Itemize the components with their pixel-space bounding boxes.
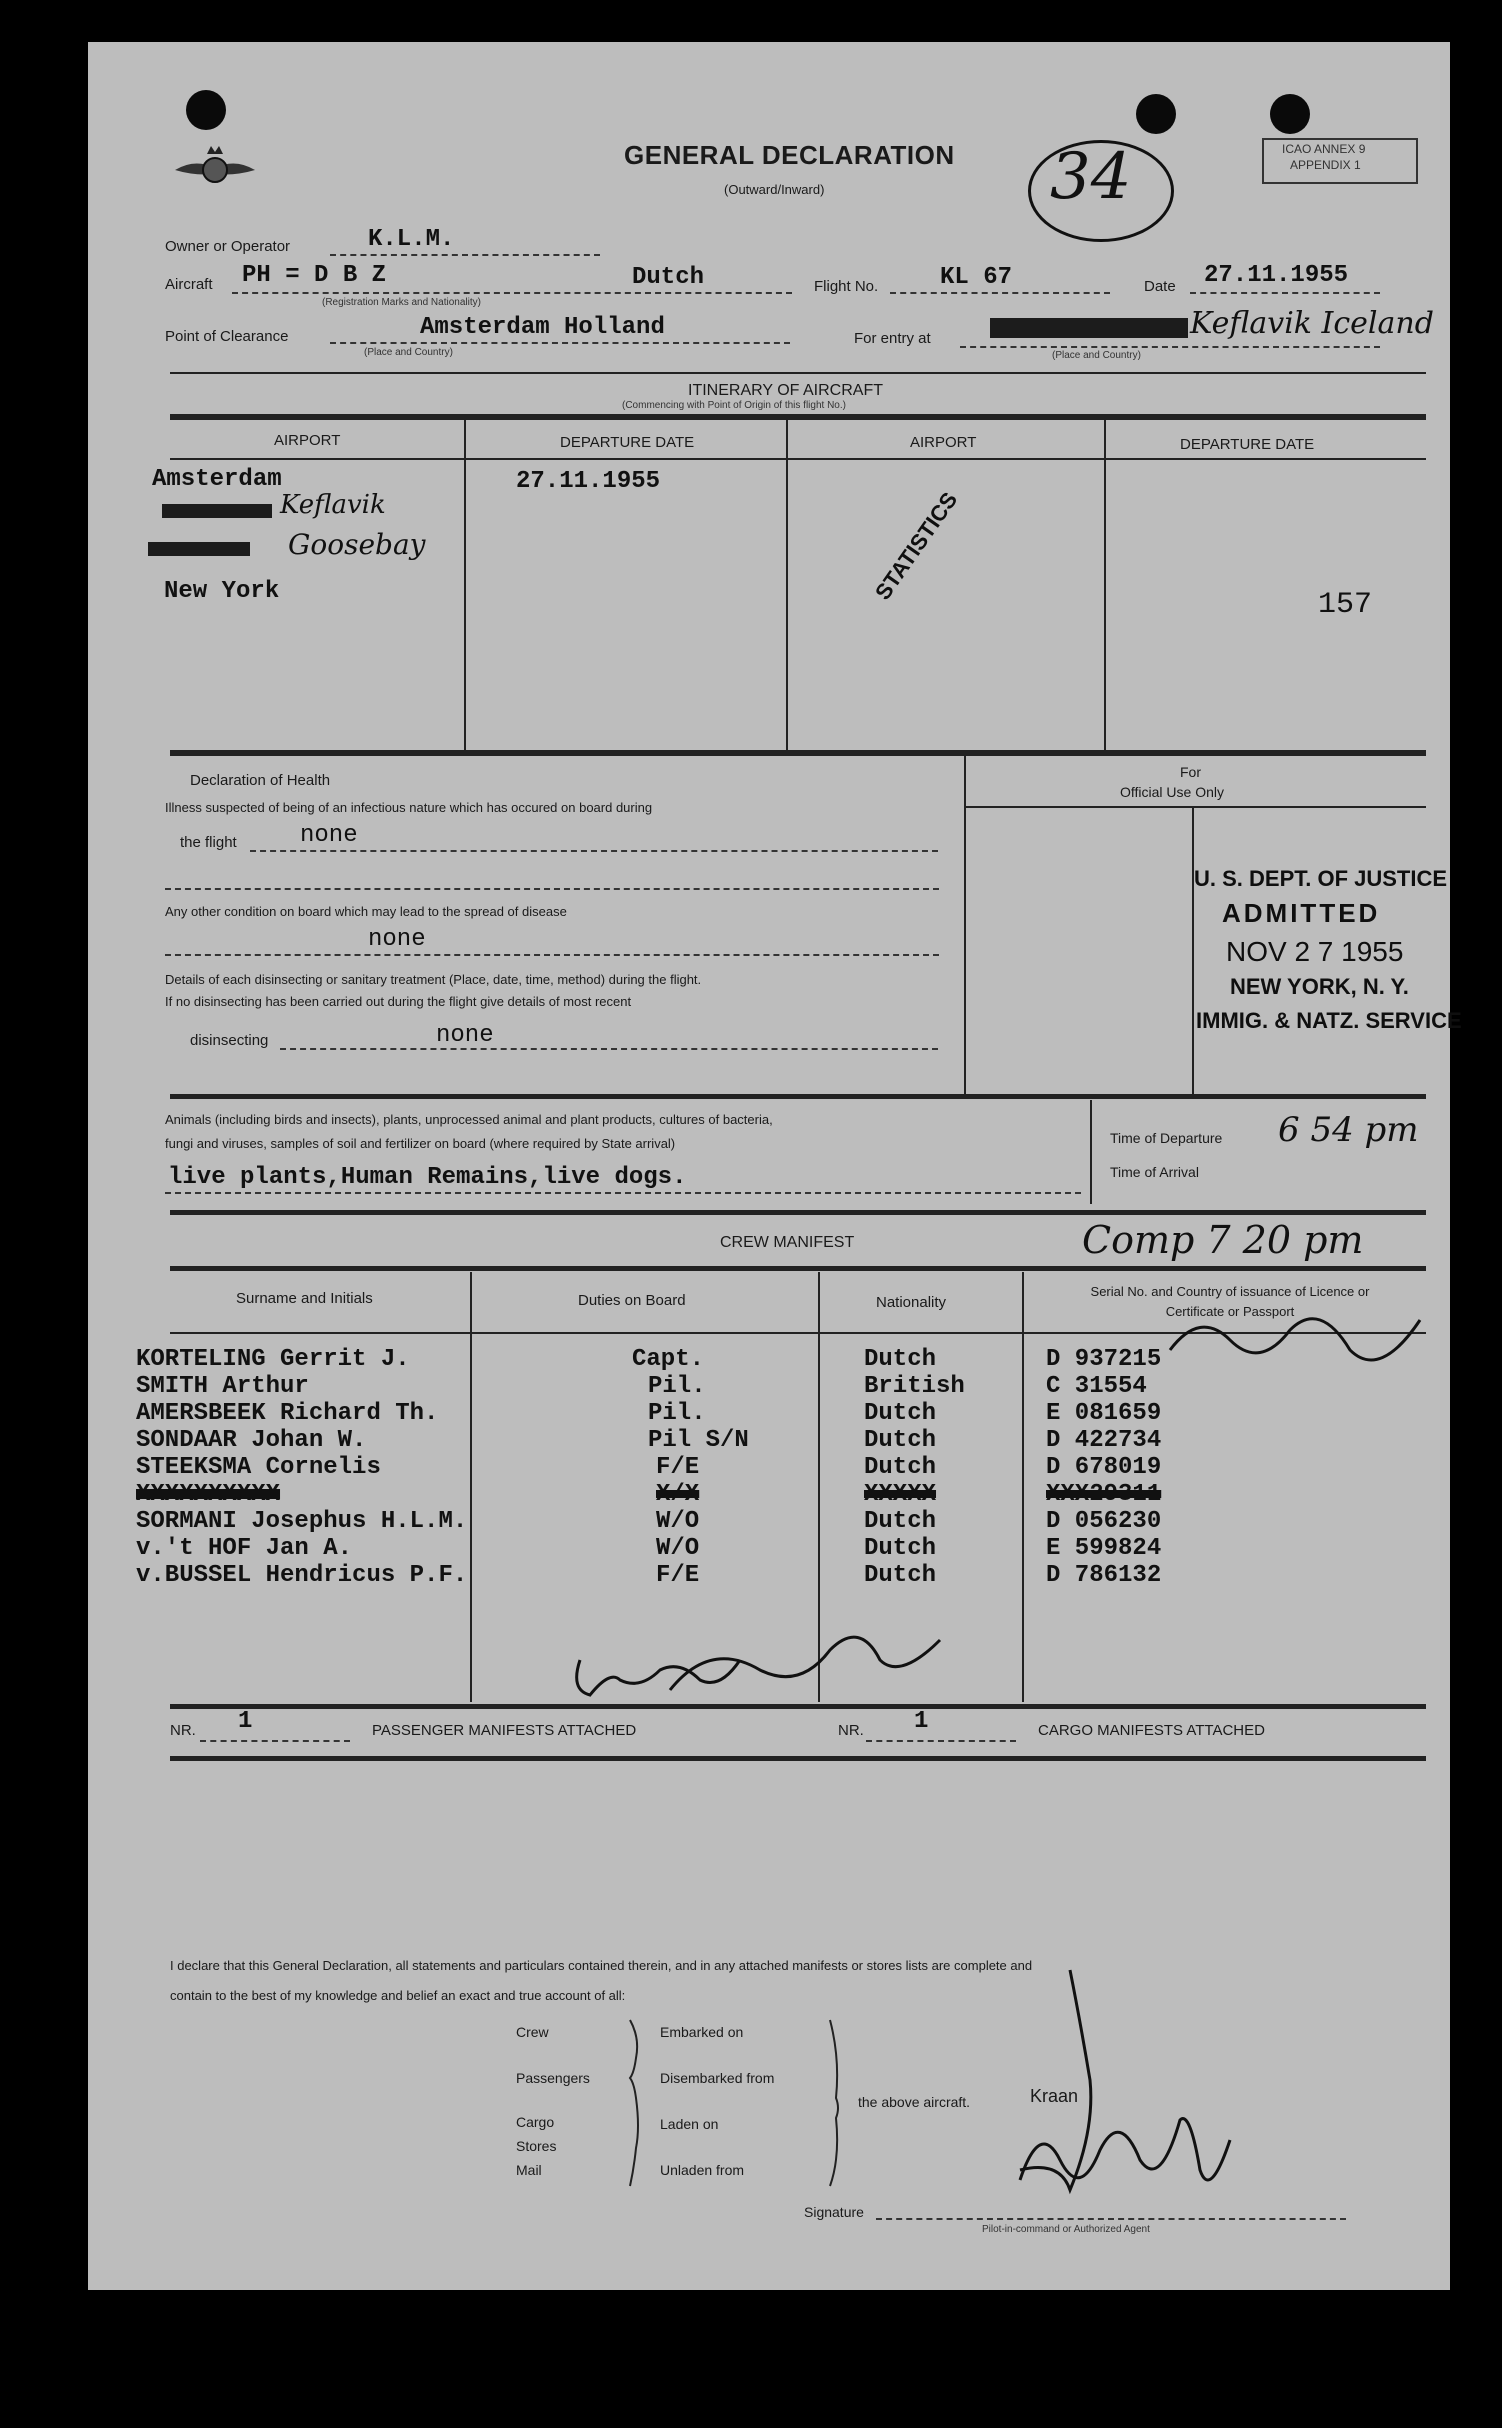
crew-serial: D 056230 xyxy=(1046,1508,1162,1535)
departure-time-label: Time of Departure xyxy=(1110,1130,1223,1146)
crew-name: SONDAAR Johan W. xyxy=(136,1427,367,1454)
divider xyxy=(330,342,790,344)
divider xyxy=(170,1094,1426,1099)
table-row xyxy=(0,1427,1500,1454)
crew-name: AMERSBEEK Richard Th. xyxy=(136,1400,439,1427)
icao-line-1: ICAO ANNEX 9 xyxy=(1282,142,1366,156)
divider xyxy=(960,346,1380,348)
health-title: Declaration of Health xyxy=(190,772,331,789)
owner-label: Owner or Operator xyxy=(165,238,291,255)
declaration-text-2: contain to the best of my knowledge and belief an exact and true account of all: xyxy=(170,1988,626,2003)
page-number: 34 xyxy=(1050,140,1132,214)
statistics-stamp: STATISTICS xyxy=(870,487,963,605)
crew-header-duty: Duties on Board xyxy=(578,1292,686,1309)
crew-serial: C 31554 xyxy=(1046,1373,1147,1400)
crew-duty: F/E xyxy=(656,1454,700,1481)
health-q1: Illness suspected of being of an infectious nature which has occured on board during xyxy=(165,800,653,815)
crew-title: CREW MANIFEST xyxy=(720,1234,855,1251)
crew-header-serial: Serial No. and Country of issuance of Licence or Certificate or Passport xyxy=(1090,1284,1370,1319)
handwritten-signature xyxy=(560,1600,980,1720)
divider xyxy=(170,1756,1426,1761)
admitted-stamp-line-5: IMMIG. & NATZ. SERVICE xyxy=(1196,1008,1462,1033)
redaction-mark xyxy=(990,318,1188,338)
itinerary-airport-4: New York xyxy=(164,578,280,605)
divider xyxy=(170,1704,1426,1709)
page-subtitle: (Outward/Inward) xyxy=(724,182,825,197)
owner-value: K.L.M. xyxy=(368,226,455,253)
entry-value: Keflavik Iceland xyxy=(1190,306,1434,341)
crew-duty: X/X xyxy=(656,1481,700,1508)
crew-duty: Capt. xyxy=(632,1346,705,1373)
declaration-cargo: Cargo xyxy=(516,2114,555,2130)
date-label: Date xyxy=(1144,278,1176,295)
table-row xyxy=(0,1535,1500,1562)
entry-label: For entry at xyxy=(854,330,931,347)
arrival-note: Comp 7 20 pm xyxy=(1082,1218,1364,1262)
health-a3: none xyxy=(436,1022,494,1049)
pilot-signature xyxy=(1000,1960,1260,2220)
itinerary-caption: (Commencing with Point of Origin of this flight No.) xyxy=(622,400,846,411)
divider xyxy=(280,1048,938,1050)
table-row xyxy=(0,1400,1500,1427)
crew-name: v.'t HOF Jan A. xyxy=(136,1535,353,1562)
crew-serial: E 081659 xyxy=(1046,1400,1162,1427)
itinerary-header-departure: DEPARTURE DATE xyxy=(560,434,695,451)
divider xyxy=(165,954,939,956)
aircraft-label: Aircraft xyxy=(165,276,213,293)
crew-nationality: Dutch xyxy=(864,1346,937,1373)
animals-q2: fungi and viruses, samples of soil and fertilizer on board (where required by State arrival) xyxy=(165,1136,676,1151)
crew-name: KORTELING Gerrit J. xyxy=(136,1346,410,1373)
signature-label: Signature xyxy=(804,2204,864,2220)
animals-q1: Animals (including birds and insects), plants, unprocessed animal and plant products, cultures of bacteria, xyxy=(165,1112,773,1127)
divider xyxy=(464,420,466,750)
health-a2: none xyxy=(368,926,426,953)
crew-serial: XXX29311 xyxy=(1046,1481,1162,1508)
divider xyxy=(170,458,1426,460)
crew-nationality: Dutch xyxy=(864,1400,937,1427)
declaration-passengers: Passengers xyxy=(516,2070,590,2086)
clearance-value: Amsterdam Holland xyxy=(420,314,665,341)
entry-caption: (Place and Country) xyxy=(1052,350,1141,361)
divider xyxy=(1104,420,1106,750)
declaration-embarked: Embarked on xyxy=(660,2024,744,2040)
declaration-laden: Laden on xyxy=(660,2116,719,2132)
departure-time-value: 6 54 pm xyxy=(1278,1110,1419,1150)
cargo-count: 1 xyxy=(914,1708,929,1735)
cargo-nr-label: NR. xyxy=(838,1722,864,1739)
aircraft-value: PH = D B Z xyxy=(242,262,387,289)
icao-line-2: APPENDIX 1 xyxy=(1290,158,1361,172)
passenger-manifest-label: PASSENGER MANIFESTS ATTACHED xyxy=(372,1722,637,1739)
divider xyxy=(165,1192,1081,1194)
crew-duty: W/O xyxy=(656,1508,700,1535)
animals-answer: live plants,Human Remains,live dogs. xyxy=(168,1164,687,1191)
divider xyxy=(165,888,939,890)
handwritten-signature xyxy=(1160,1290,1440,1400)
clearance-caption: (Place and Country) xyxy=(364,347,453,358)
crew-duty: Pil. xyxy=(648,1400,706,1427)
divider xyxy=(1192,806,1194,1094)
health-q2: Any other condition on board which may lead to the spread of disease xyxy=(165,904,567,919)
crew-nationality: Dutch xyxy=(864,1535,937,1562)
itinerary-header-departure: DEPARTURE DATE xyxy=(1180,436,1315,453)
crew-serial: D 422734 xyxy=(1046,1427,1162,1454)
crew-serial: D 937215 xyxy=(1046,1346,1162,1373)
crew-duty: W/O xyxy=(656,1535,700,1562)
divider xyxy=(170,1266,1426,1271)
signer-note: Kraan xyxy=(1030,2086,1079,2106)
crew-name: STEEKSMA Cornelis xyxy=(136,1454,381,1481)
table-row xyxy=(0,1454,1500,1481)
crew-name: v.BUSSEL Hendricus P.F. xyxy=(136,1562,468,1589)
divider xyxy=(866,1740,1016,1742)
divider xyxy=(330,254,600,256)
declaration-crew: Crew xyxy=(516,2024,549,2040)
crew-nationality: Dutch xyxy=(864,1454,937,1481)
health-q3c: disinsecting xyxy=(190,1032,269,1049)
divider xyxy=(170,414,1426,420)
divider xyxy=(232,292,792,294)
flight-label: Flight No. xyxy=(814,278,879,295)
arrival-time-label: Time of Arrival xyxy=(1110,1164,1199,1180)
crew-header-nationality: Nationality xyxy=(876,1294,947,1311)
table-row xyxy=(0,1562,1500,1589)
admitted-stamp-line-4: NEW YORK, N. Y. xyxy=(1230,974,1409,999)
redaction-mark xyxy=(162,504,272,518)
signature-caption: Pilot-in-command or Authorized Agent xyxy=(982,2224,1150,2235)
clearance-label: Point of Clearance xyxy=(165,328,289,345)
official-title-1: For xyxy=(1180,764,1201,780)
divider xyxy=(170,1210,1426,1215)
aircraft-nationality: Dutch xyxy=(632,264,705,291)
aircraft-caption: (Registration Marks and Nationality) xyxy=(322,297,481,308)
health-q1b: the flight xyxy=(180,834,237,851)
declaration-mail: Mail xyxy=(516,2162,542,2178)
crew-duty: F/E xyxy=(656,1562,700,1589)
declaration-stores: Stores xyxy=(516,2138,557,2154)
divider xyxy=(890,292,1110,294)
crew-serial: E 599824 xyxy=(1046,1535,1162,1562)
itinerary-airport-2: Keflavik xyxy=(280,490,386,520)
divider xyxy=(1090,1100,1092,1204)
crew-name: XXXXXXXXXX xyxy=(136,1481,281,1508)
crew-serial: D 678019 xyxy=(1046,1454,1162,1481)
declaration-disembarked: Disembarked from xyxy=(660,2070,775,2086)
divider xyxy=(170,372,1426,374)
punch-hole xyxy=(186,90,226,130)
crew-nationality: Dutch xyxy=(864,1562,937,1589)
divider xyxy=(200,1740,350,1742)
crew-nationality: Dutch xyxy=(864,1508,937,1535)
declaration-aircraft: the above aircraft. xyxy=(858,2094,971,2110)
table-row xyxy=(0,1481,1500,1508)
passenger-count: 1 xyxy=(238,1708,253,1735)
admitted-stamp-line-2: ADMITTED xyxy=(1222,898,1381,928)
redaction-mark xyxy=(148,542,250,556)
brace xyxy=(626,2018,646,2188)
punch-hole xyxy=(1136,94,1176,134)
table-row xyxy=(0,1508,1500,1535)
official-title-2: Official Use Only xyxy=(1120,784,1224,800)
crew-nationality: XXXXX xyxy=(864,1481,937,1508)
health-q3a: Details of each disinsecting or sanitary treatment (Place, date, time, method) during the flight. xyxy=(165,972,702,987)
divider xyxy=(786,420,788,750)
crew-serial: D 786132 xyxy=(1046,1562,1162,1589)
cargo-manifest-label: CARGO MANIFESTS ATTACHED xyxy=(1038,1722,1265,1739)
itinerary-departure-date: 27.11.1955 xyxy=(516,468,661,495)
date-value: 27.11.1955 xyxy=(1204,262,1349,289)
crew-header-name: Surname and Initials xyxy=(236,1290,373,1307)
brace xyxy=(826,2018,846,2188)
itinerary-header-airport: AIRPORT xyxy=(910,434,977,451)
declaration-text-1: I declare that this General Declaration, all statements and particulars contained therein, and in any attached manifests or stores lists are complete and xyxy=(170,1958,1033,1973)
itinerary-airport-1: Amsterdam xyxy=(152,466,282,493)
itinerary-number: 157 xyxy=(1318,588,1373,622)
punch-hole xyxy=(1270,94,1310,134)
divider xyxy=(1190,292,1380,294)
crew-nationality: Dutch xyxy=(864,1427,937,1454)
crew-duty: Pil S/N xyxy=(648,1427,749,1454)
divider xyxy=(250,850,938,852)
itinerary-title: ITINERARY OF AIRCRAFT xyxy=(688,382,883,399)
admitted-stamp-line-1: U. S. DEPT. OF JUSTICE xyxy=(1194,866,1448,891)
divider xyxy=(964,806,1426,808)
klm-crown-logo xyxy=(170,140,260,200)
passenger-nr-label: NR. xyxy=(170,1722,196,1739)
declaration-unladen: Unladen from xyxy=(660,2162,745,2178)
crew-duty: Pil. xyxy=(648,1373,706,1400)
flight-value: KL 67 xyxy=(940,264,1013,291)
crew-nationality: British xyxy=(864,1373,965,1400)
crew-name: SORMANI Josephus H.L.M. xyxy=(136,1508,468,1535)
crew-name: SMITH Arthur xyxy=(136,1373,309,1400)
divider xyxy=(170,750,1426,756)
health-a1: none xyxy=(300,822,358,849)
itinerary-header-airport: AIRPORT xyxy=(274,432,341,449)
admitted-stamp-line-3: NOV 2 7 1955 xyxy=(1226,936,1404,967)
health-q3b: If no disinsecting has been carried out during the flight give details of most recent xyxy=(165,994,632,1009)
page-title: GENERAL DECLARATION xyxy=(624,140,955,170)
itinerary-airport-3: Goosebay xyxy=(288,528,426,561)
